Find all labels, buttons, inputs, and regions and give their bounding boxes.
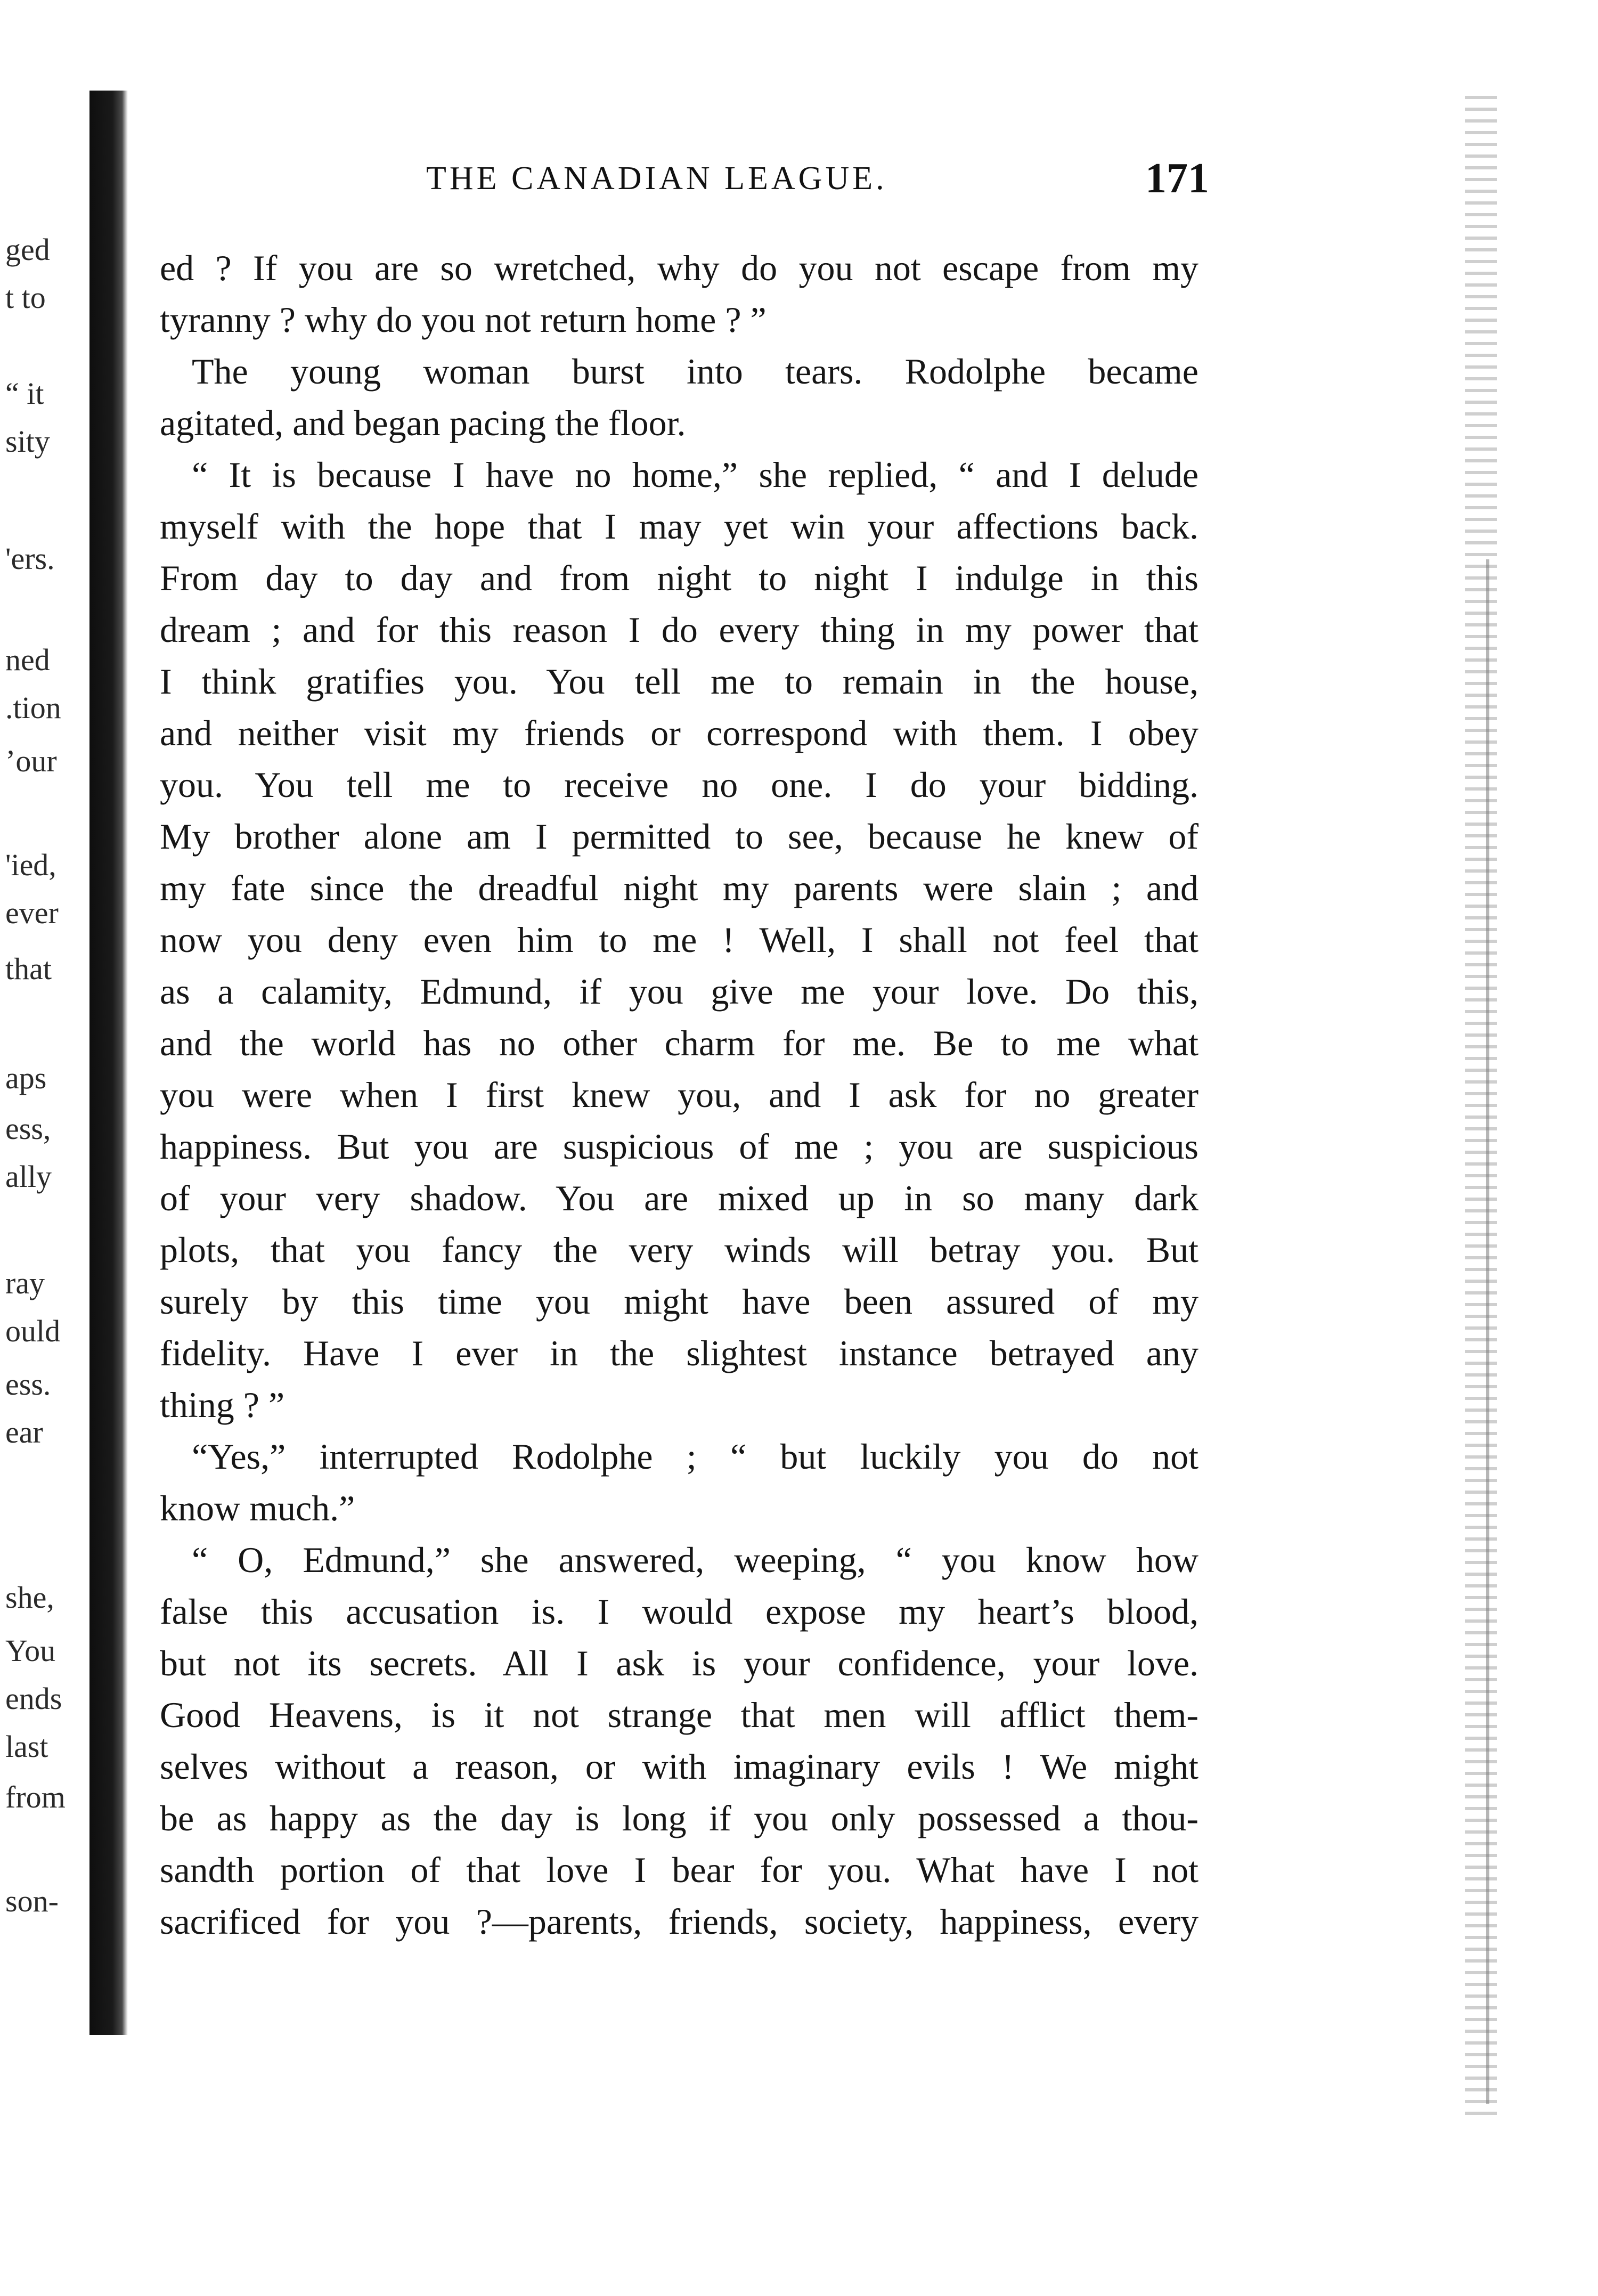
page-number: 171 (1145, 155, 1209, 202)
margin-fragment: 'ied, (5, 848, 56, 882)
text-line: Good Heavens, is it not strange that men will afflict them- (160, 1695, 1198, 1735)
text-line: false this accusation is. I would expose my heart’s blood, (160, 1591, 1198, 1632)
margin-fragment: ould (5, 1314, 61, 1348)
text-line: now you deny even him to me ! Well, I shall not feel that (160, 919, 1198, 960)
text-line: “ It is because I have no home,” she replied, “ and I delude (192, 454, 1198, 495)
margin-fragment: t to (5, 280, 46, 315)
text-line: ed ? If you are so wretched, why do you not escape from my (160, 248, 1198, 288)
text-line: selves without a reason, or with imaginary evils ! We might (160, 1746, 1198, 1787)
margin-fragment: You (5, 1633, 56, 1668)
margin-fragment: ess, (5, 1111, 51, 1146)
margin-fragment: ends (5, 1681, 62, 1716)
text-line: my fate since the dreadful night my parents were slain ; and (160, 868, 1198, 908)
margin-fragment: ged (5, 232, 50, 267)
margin-fragment: ever (5, 895, 59, 930)
text-line: and neither visit my friends or correspond with them. I obey (160, 713, 1198, 753)
text-line: as a calamity, Edmund, if you give me your love. Do this, (160, 971, 1198, 1012)
text-line: of your very shadow. You are mixed up in so many dark (160, 1178, 1198, 1218)
text-line: tyranny ? why do you not return home ? ” (160, 299, 767, 340)
margin-fragment: 'ers. (5, 541, 55, 576)
text-line: fidelity. Have I ever in the slightest instance betrayed any (160, 1333, 1198, 1373)
text-line: “Yes,” interrupted Rodolphe ; “ but luckily you do not (192, 1436, 1198, 1477)
margin-fragment: she, (5, 1580, 54, 1615)
text-line: sandth portion of that love I bear for you. What have I not (160, 1850, 1198, 1890)
text-line: you. You tell me to receive no one. I do your bidding. (160, 764, 1198, 805)
body-text (160, 242, 1198, 1948)
text-line: The young woman burst into tears. Rodolphe became (192, 351, 1198, 392)
text-line: “ O, Edmund,” she answered, weeping, “ you know how (192, 1540, 1198, 1580)
text-line: dream ; and for this reason I do every thing in my power that (160, 609, 1198, 650)
margin-fragment: aps (5, 1061, 47, 1095)
text-line: I think gratifies you. You tell me to remain in the house, (160, 661, 1198, 702)
running-title: THE CANADIAN LEAGUE. (426, 160, 887, 197)
text-line: plots, that you fancy the very winds will betray you. But (160, 1230, 1198, 1270)
margin-fragment: sity (5, 424, 50, 459)
running-head (160, 154, 1209, 202)
margin-fragment: ray (5, 1266, 45, 1300)
text-line: know much.” (160, 1488, 355, 1528)
margin-fragment: ear (5, 1415, 43, 1450)
right-edge-scan-artifact (1465, 96, 1497, 2120)
margin-fragment: .tion (5, 690, 61, 725)
margin-fragment: son- (5, 1884, 59, 1918)
text-line: myself with the hope that I may yet win your affections back. (160, 506, 1198, 547)
text-line: happiness. But you are suspicious of me ; you are suspicious (160, 1126, 1198, 1167)
margin-fragment: “ it (5, 376, 44, 411)
text-line: sacrificed for you ?—parents, friends, society, happiness, every (160, 1901, 1198, 1942)
margin-fragment: ally (5, 1159, 52, 1194)
text-line: and the world has no other charm for me. Be to me what (160, 1023, 1198, 1063)
text-line: be as happy as the day is long if you only possessed a thou- (160, 1798, 1198, 1838)
text-line: My brother alone am I permitted to see, because he knew of (160, 816, 1198, 857)
text-line: From day to day and from night to night I indulge in this (160, 558, 1198, 598)
margin-fragment: that (5, 951, 52, 986)
text-line: you were when I first knew you, and I ask for no greater (160, 1074, 1198, 1115)
page-gutter-shadow (89, 91, 128, 2035)
margin-fragment: ’our (5, 744, 57, 778)
text-line: but not its secrets. All I ask is your confidence, your love. (160, 1643, 1198, 1683)
margin-fragment: ned (5, 642, 50, 677)
margin-fragment: ess. (5, 1367, 51, 1402)
text-line: surely by this time you might have been assured of my (160, 1281, 1198, 1322)
right-edge-scan-line (1486, 559, 1489, 2104)
text-line: thing ? ” (160, 1385, 285, 1425)
margin-fragment: from (5, 1780, 66, 1814)
margin-fragment: last (5, 1729, 48, 1764)
text-line: agitated, and began pacing the floor. (160, 403, 686, 443)
